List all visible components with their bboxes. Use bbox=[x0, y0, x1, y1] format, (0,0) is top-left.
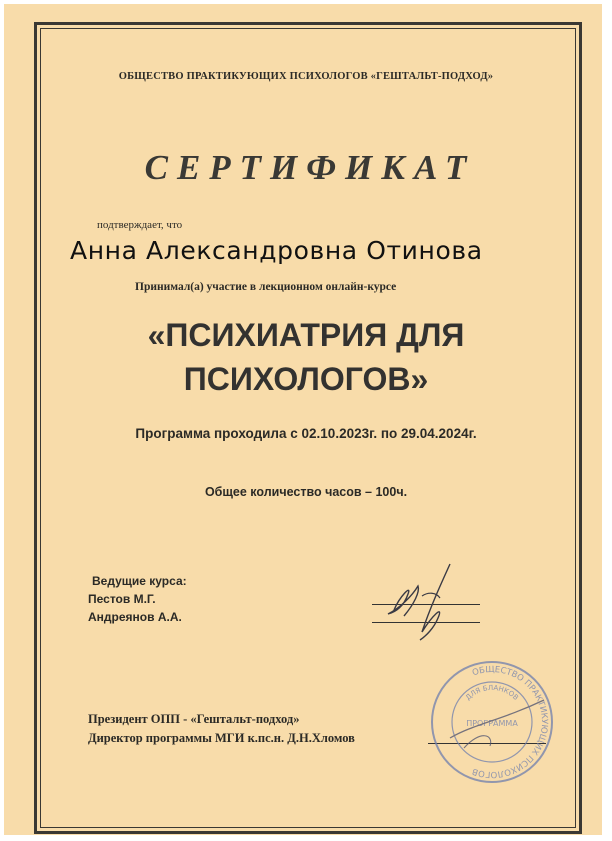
stamp-signature-loop bbox=[464, 736, 491, 748]
organization-name: ОБЩЕСТВО ПРАКТИКУЮЩИХ ПСИХОЛОГОВ «ГЕШТАЛЬТ-ПОДХОД» bbox=[118, 71, 494, 82]
course-leads-heading: Ведущие курса: bbox=[92, 574, 187, 588]
recipient-name: Анна Александровна Отинова bbox=[70, 236, 483, 265]
course-title bbox=[0, 313, 612, 401]
stamp-inner-text: ДЛЯ БЛАНКОВ bbox=[464, 683, 520, 702]
organization-stamp bbox=[430, 660, 554, 784]
stamp-center-text: ПРОГРАММА bbox=[466, 719, 518, 728]
total-hours: Общее количество часов – 100ч. bbox=[204, 485, 408, 499]
stamp-outer-text: ОБЩЕСТВО ПРАКТИКУЮЩИХ ПСИХОЛОГОВ bbox=[470, 664, 550, 780]
president-title: Президент ОПП - «Гештальт-подход» bbox=[88, 712, 300, 726]
confirms-text: подтверждает, что bbox=[97, 219, 183, 231]
program-period: Программа проходила с 02.10.2023г. по 29.04.2024г. bbox=[135, 426, 477, 441]
course-title-line-1: «ПСИХИАТРИЯ ДЛЯ bbox=[147, 317, 465, 353]
handwritten-signature-leads bbox=[360, 556, 480, 646]
course-lead-pestov: Пестов М.Г. bbox=[88, 592, 156, 606]
certificate-title: СЕРТИФИКАТ bbox=[144, 148, 476, 187]
stamp-signature-stroke bbox=[450, 700, 544, 738]
course-lead-andreyanov: Андреянов А.А. bbox=[88, 610, 182, 624]
course-title-line-2: ПСИХОЛОГОВ» bbox=[183, 361, 429, 397]
program-director: Директор программы МГИ к.пс.н. Д.Н.Хломов bbox=[88, 731, 355, 745]
participation-text: Принимал(а) участие в лекционном онлайн-курсе bbox=[135, 281, 397, 293]
